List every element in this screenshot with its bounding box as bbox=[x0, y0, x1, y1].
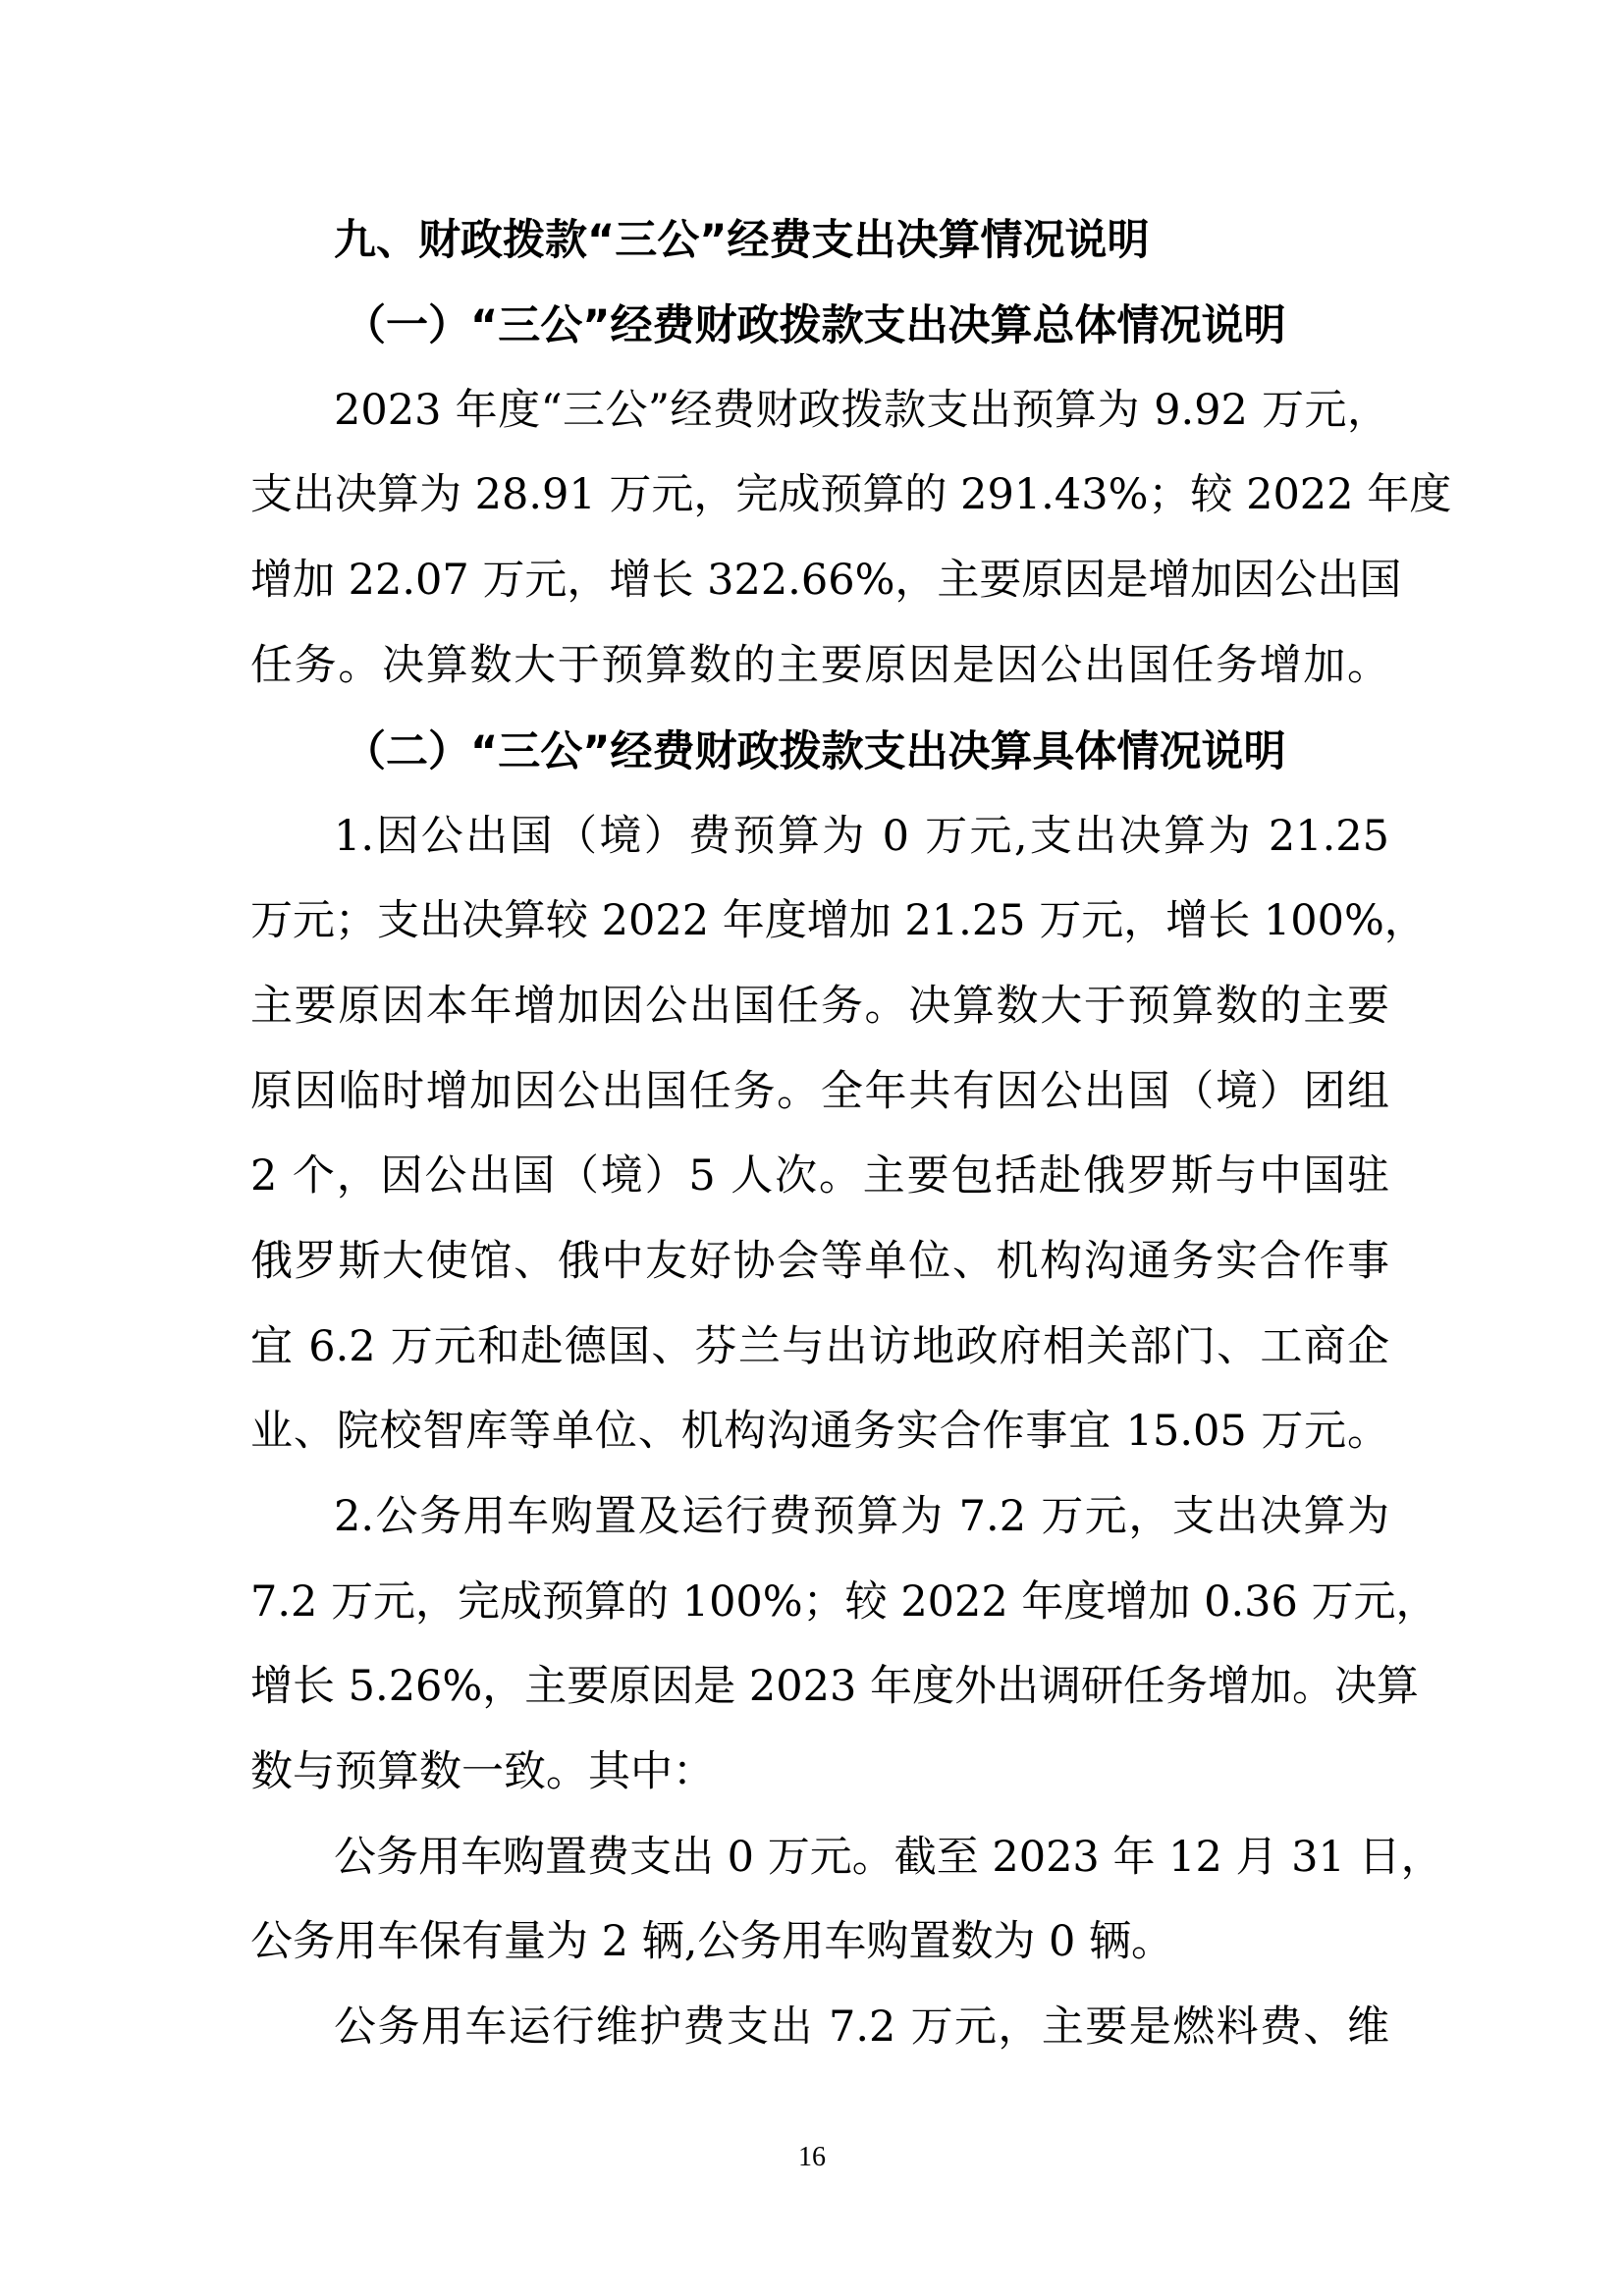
section-1-heading: （一）“三公”经费财政拨款支出决算总体情况说明 bbox=[344, 301, 1286, 350]
para-3-line-1: 公务用车购置费支出 0 万元。截至 2023 年 12 月 31 日， bbox=[334, 1833, 1443, 1882]
para-3-line-2: 公务用车保有量为 2 辆,公务用车购置数为 0 辆。 bbox=[250, 1917, 1174, 1966]
section-1-line-1: 2023 年度“三公”经费财政拨款支出预算为 9.92 万元， bbox=[334, 386, 1389, 435]
para-2-line-2: 7.2 万元，完成预算的 100%；较 2022 年度增加 0.36 万元， bbox=[250, 1577, 1438, 1627]
para-1-line-4: 原因临时增加因公出国任务。全年共有因公出国（境）团组 bbox=[250, 1067, 1389, 1116]
para-1-line-7: 宜 6.2 万元和赴德国、芬兰与出访地政府相关部门、工商企 bbox=[250, 1322, 1389, 1371]
main-heading: 九、财政拨款“三公”经费支出决算情况说明 bbox=[334, 216, 1150, 265]
section-1-line-2: 支出决算为 28.91 万元，完成预算的 291.43%；较 2022 年度 bbox=[250, 470, 1452, 519]
section-2-heading: （二）“三公”经费财政拨款支出决算具体情况说明 bbox=[344, 727, 1286, 776]
para-2-line-1: 2.公务用车购置及运行费预算为 7.2 万元，支出决算为 bbox=[334, 1492, 1389, 1541]
page-number: 16 bbox=[798, 2142, 826, 2172]
para-1-line-5: 2 个，因公出国（境）5 人次。主要包括赴俄罗斯与中国驻 bbox=[250, 1151, 1389, 1201]
para-2-line-3: 增长 5.26%，主要原因是 2023 年度外出调研任务增加。决算 bbox=[250, 1662, 1420, 1711]
para-1-line-6: 俄罗斯大使馆、俄中友好协会等单位、机构沟通务实合作事 bbox=[250, 1237, 1389, 1286]
para-1-line-8: 业、院校智库等单位、机构沟通务实合作事宜 15.05 万元。 bbox=[250, 1407, 1389, 1456]
section-1-line-4: 任务。决算数大于预算数的主要原因是因公出国任务增加。 bbox=[250, 641, 1389, 690]
section-1-line-3: 增加 22.07 万元，增长 322.66%，主要原因是增加因公出国 bbox=[250, 556, 1402, 605]
para-4-line-1: 公务用车运行维护费支出 7.2 万元，主要是燃料费、维 bbox=[334, 2002, 1389, 2052]
para-1-line-2: 万元；支出决算较 2022 年度增加 21.25 万元，增长 100%， bbox=[250, 896, 1427, 945]
para-1-line-3: 主要原因本年增加因公出国任务。决算数大于预算数的主要 bbox=[250, 982, 1389, 1031]
para-2-line-4: 数与预算数一致。其中： bbox=[250, 1747, 715, 1796]
para-1-line-1: 1.因公出国（境）费预算为 0 万元,支出决算为 21.25 bbox=[334, 812, 1389, 861]
